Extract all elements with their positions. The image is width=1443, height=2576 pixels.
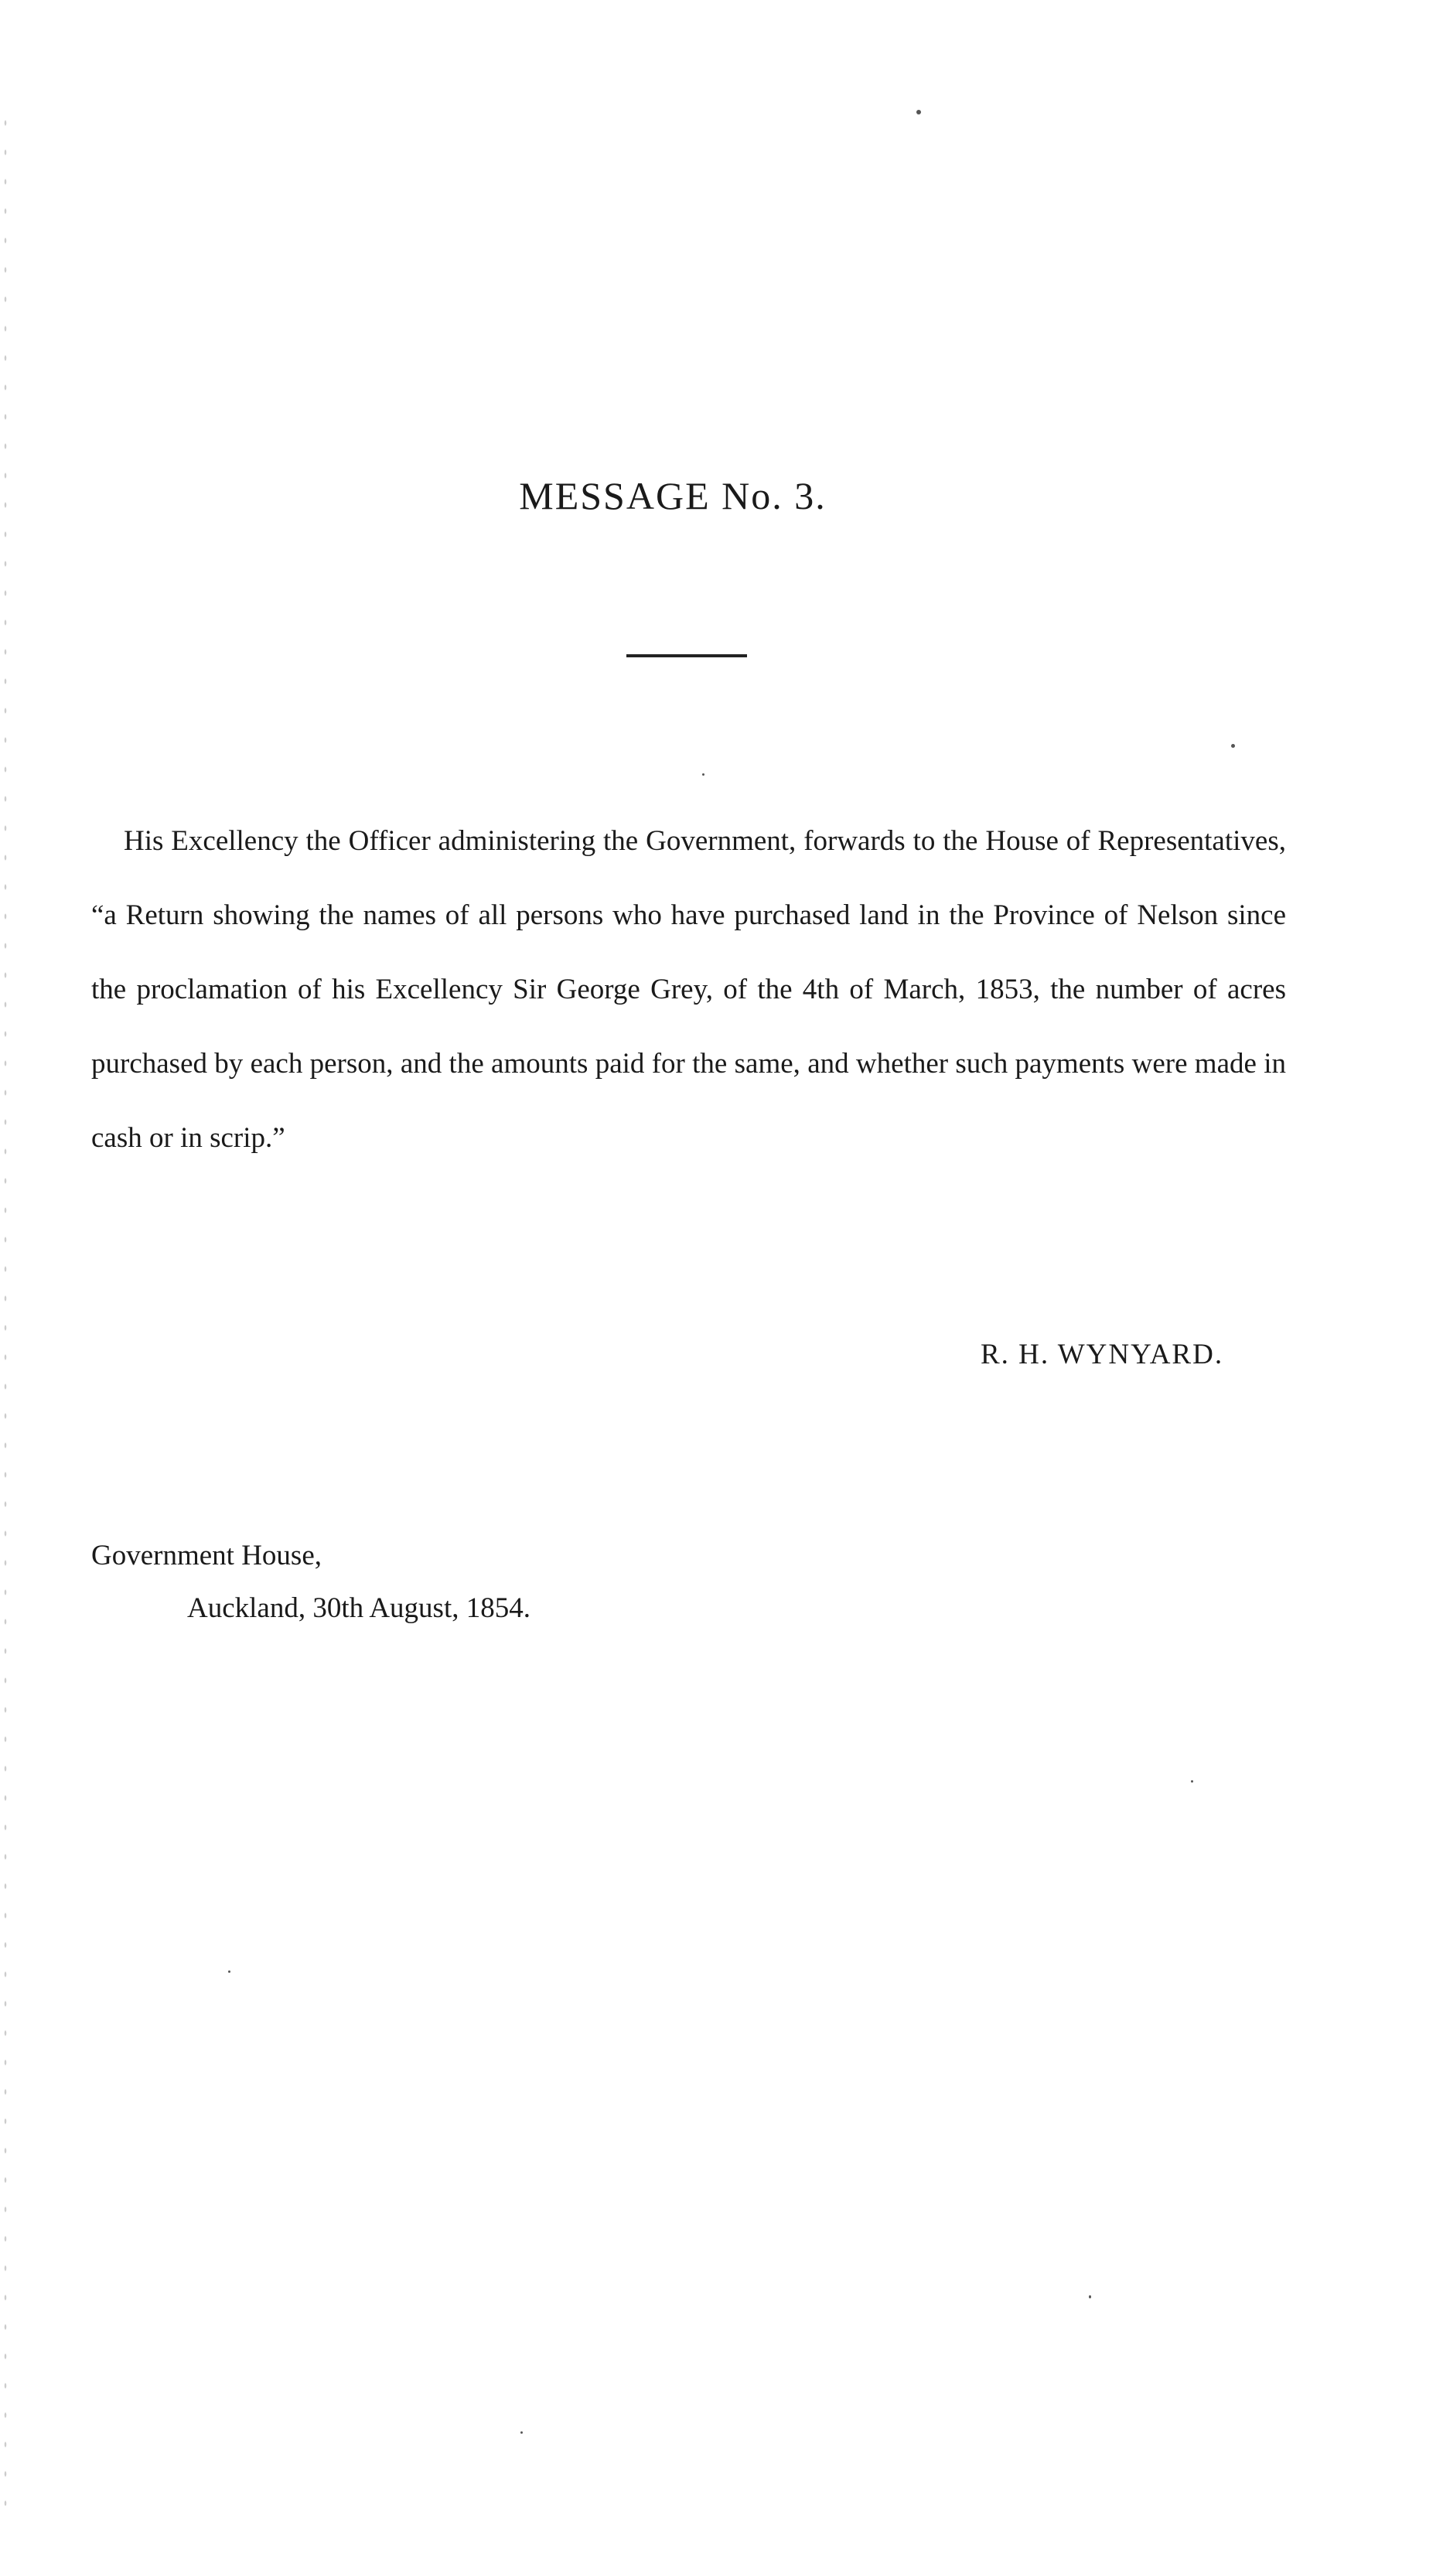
scan-edge-noise [0,108,14,2506]
message-title: MESSAGE No. 3. [519,474,827,517]
scan-speck [1089,2295,1091,2298]
sender-date: Auckland, 30th August, 1854. [187,1592,530,1624]
scan-speck [1231,744,1235,748]
message-body: His Excellency the Officer administering the Government, forwards to the House of Representatives, “a Return showing the names of all persons who have purchased land in the Province of Nelson since the proclamation of his Excellency Sir George Grey, of the 4th of March, 1853, the number of acres purchased by each person, and the amounts paid for the same, and whether such payments were made in cash or in scrip.” [91,825,1286,1154]
sender-place: Government House, [91,1540,322,1571]
scan-speck [520,2431,523,2434]
scan-speck [916,110,921,114]
scan-speck [228,1970,230,1973]
scan-speck [1191,1780,1193,1783]
title-divider [626,654,747,657]
signature: R. H. WYNYARD. [981,1339,1224,1370]
scan-speck [702,773,704,776]
